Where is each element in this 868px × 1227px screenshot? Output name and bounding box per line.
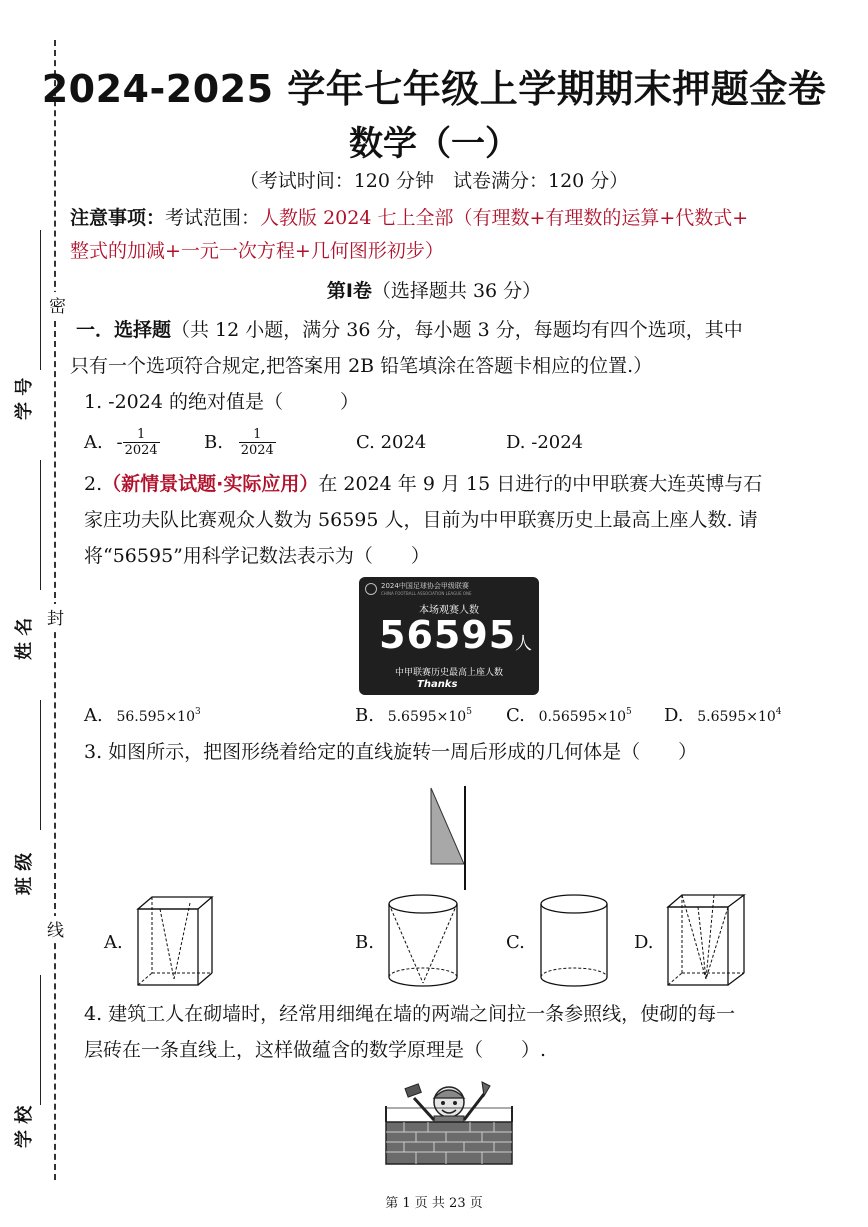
section-desc-line2: 只有一个选项符合规定,把答案用 2B 铅笔填涂在答题卡相应的位置.）	[70, 355, 653, 377]
q1-a-sign: -	[116, 432, 123, 453]
notice-scope-line2: 整式的加减+一元一次方程+几何图形初步）	[70, 240, 444, 262]
sidebar-line-3	[40, 700, 41, 830]
q4-line2: 层砖在一条直线上，这样做蕴含的数学原理是（ ）.	[84, 1039, 547, 1061]
part-desc: （选择题共 36 分）	[371, 280, 542, 302]
sidebar-line-2	[40, 460, 41, 590]
q2-line1: 在 2024 年 9 月 15 日进行的中甲联赛大连英博与石	[318, 473, 763, 495]
q3-right-triangle	[431, 788, 464, 864]
page-subtitle: 数学（一）	[349, 124, 519, 164]
q1-option-d: D. -2024	[506, 432, 584, 453]
page-footer: 第 1 页 共 23 页	[385, 1196, 483, 1211]
q1-b-fraction	[239, 428, 276, 458]
notice-scope-line1: 人教版 2024 七上全部（有理数+有理数的运算+代数式+	[260, 207, 749, 229]
q1-option-c: C. 2024	[356, 432, 427, 453]
q2-stem	[84, 466, 830, 574]
q2-image-thanks: Thanks	[417, 679, 458, 690]
section-label: 一．选择题	[76, 319, 172, 341]
q2-a-value: 56.595×10	[116, 709, 195, 725]
sidebar-line-4	[40, 975, 41, 1105]
page-title: 2024-2025 学年七年级上学期期末押题金卷	[41, 67, 827, 111]
binding-char-xian: 线	[47, 916, 64, 941]
q3-stem: 3. 如图所示，把图形绕着给定的直线旋转一周后形成的几何体是（ ）	[84, 741, 698, 763]
q3-option-a-label: A.	[104, 932, 123, 953]
league-logo-icon	[365, 583, 377, 595]
q1-a-label: A.	[84, 432, 103, 453]
q4-line1: 4. 建筑工人在砌墙时，经常用细绳在墙的两端之间拉一条参照线，使砌的每一	[84, 1003, 736, 1025]
q1-b-label: B.	[204, 432, 223, 453]
notice-prefix: 考试范围：	[165, 207, 261, 229]
q2-d-label: D.	[664, 705, 684, 726]
section-heading	[70, 312, 830, 384]
q2-line3: 将“56595”用科学记数法表示为（ ）	[84, 545, 430, 567]
sidebar-label-xuehao: 学 号	[14, 377, 35, 420]
q2-attendance-image	[359, 577, 539, 695]
exam-meta: （考试时间：120 分钟 试卷满分：120 分）	[239, 170, 629, 192]
q2-d-exp: 4	[775, 707, 782, 717]
q2-image-caption: 中甲联赛历史最高上座人数	[394, 668, 503, 678]
q2-image-number: 56595	[379, 613, 517, 657]
q1-a-num: 1	[136, 427, 146, 442]
q1-b-num: 1	[253, 427, 262, 442]
notice	[70, 202, 830, 268]
q2-b-exp: 5	[466, 707, 472, 717]
q3-option-d-label: D.	[634, 932, 654, 953]
binding-char-feng: 封	[47, 604, 64, 629]
q2-b-value: 5.6595×10	[387, 709, 467, 725]
part-label: 第Ⅰ卷	[326, 280, 372, 302]
q2-num: 2.	[84, 473, 103, 495]
section-desc-line1: （共 12 小题，满分 36 分，每小题 3 分，每题均有四个选项，其中	[171, 319, 743, 341]
sidebar-label-xingming: 姓 名	[14, 617, 35, 660]
q2-a-label: A.	[84, 705, 103, 726]
sidebar-label-banji: 班 级	[14, 852, 35, 895]
q2-tag: （新情景试题·实际应用）	[102, 473, 319, 495]
q1-a-den: 2024	[124, 443, 158, 458]
q1-a-fraction	[123, 428, 160, 458]
q2-image-top-sub: CHINA FOOTBALL ASSOCIATION LEAGUE ONE	[381, 591, 472, 596]
q3-triangle-figure	[420, 786, 480, 892]
q1-option-a	[84, 428, 160, 458]
q2-line2: 家庄功夫队比赛观众人数为 56595 人，目前为中甲联赛历史上最高上座人数. 请	[84, 509, 758, 531]
q2-image-label: 本场观赛人数	[419, 605, 479, 616]
q3-option-b-label: B.	[355, 932, 374, 953]
q2-option-a	[84, 705, 201, 726]
q2-c-exp: 5	[626, 707, 632, 717]
q3-option-c-label: C.	[506, 932, 525, 953]
q2-image-top-text: 2024中国足球协会甲级联赛	[381, 582, 469, 590]
q1-stem: 1. -2024 的绝对值是（ ）	[84, 391, 359, 413]
q2-option-d	[664, 705, 782, 726]
q2-image-unit: 人	[515, 634, 532, 654]
q4-stem	[84, 996, 830, 1068]
sidebar-label-xuexiao: 学 校	[14, 1105, 35, 1148]
q2-option-b	[355, 705, 472, 726]
q3-option-b-figure	[386, 893, 460, 989]
q2-c-label: C.	[506, 705, 525, 726]
notice-label: 注意事项：	[70, 207, 166, 229]
binding-char-mi: 密	[49, 292, 66, 317]
q2-a-exp: 3	[195, 707, 201, 717]
q3-option-a-figure	[136, 895, 214, 987]
q4-bricklayer-illustration	[384, 1076, 514, 1166]
q2-d-value: 5.6595×10	[697, 709, 776, 725]
q2-option-c	[506, 705, 632, 726]
q1-b-den: 2024	[240, 443, 274, 458]
q1-option-b	[204, 428, 276, 458]
q2-b-label: B.	[355, 705, 374, 726]
q3-option-d-figure	[666, 893, 746, 989]
q2-c-value: 0.56595×10	[538, 709, 627, 725]
q3-option-c-figure	[538, 893, 610, 989]
part-heading	[0, 276, 868, 303]
